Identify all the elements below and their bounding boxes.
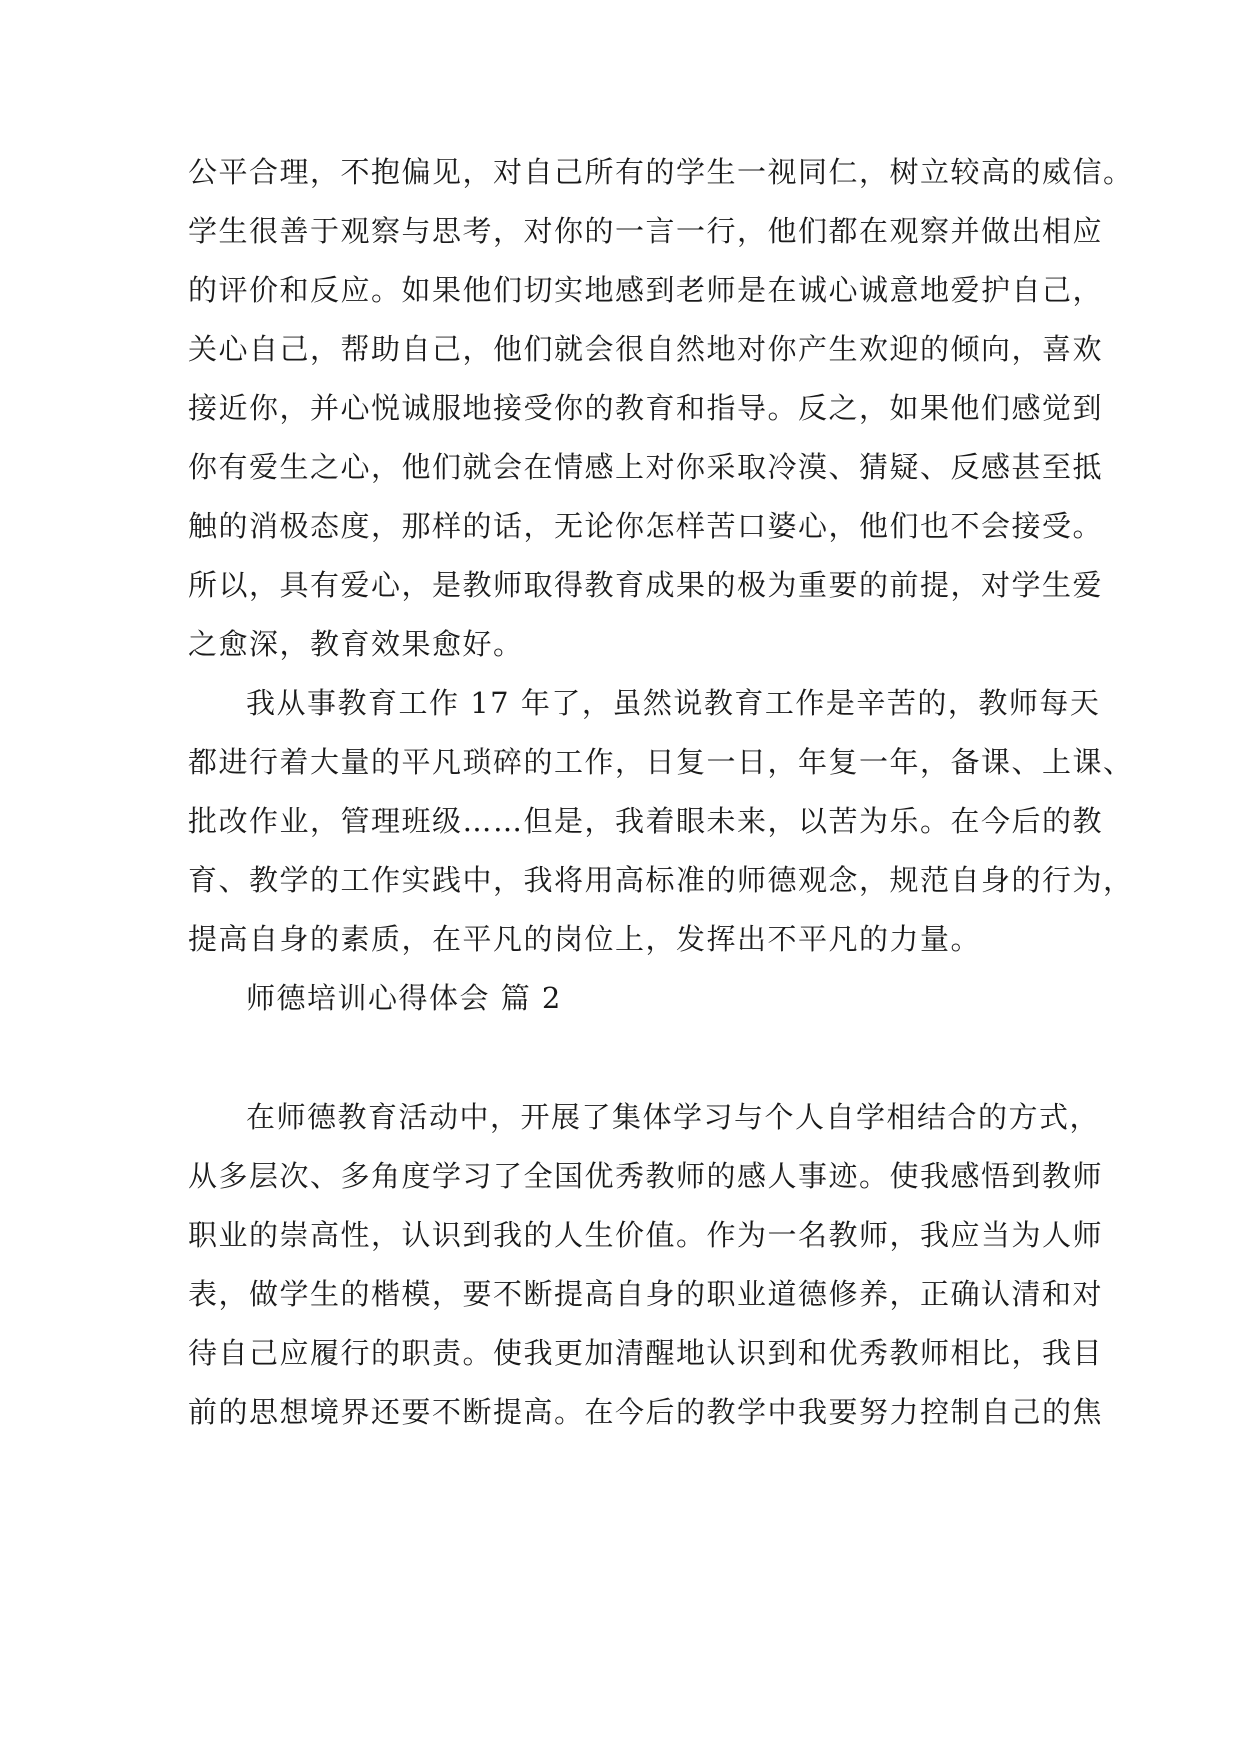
text-line: 公平合理，不抱偏见，对自己所有的学生一视同仁，树立较高的威信。	[188, 155, 1134, 189]
text-line: 职业的崇高性，认识到我的人生价值。作为一名教师，我应当为人师	[188, 1218, 1104, 1252]
text-line: 的评价和反应。如果他们切实地感到老师是在诚心诚意地爱护自己，	[188, 273, 1104, 307]
text-line: 你有爱生之心，他们就会在情感上对你采取冷漠、猜疑、反感甚至抵	[188, 450, 1104, 484]
text-line: 学生很善于观察与思考，对你的一言一行，他们都在观察并做出相应	[188, 214, 1104, 248]
paragraph-start-line: 在师德教育活动中，开展了集体学习与个人自学相结合的方式，	[246, 1100, 1101, 1134]
text-line: 育、教学的工作实践中，我将用高标准的师德观念，规范自身的行为，	[188, 863, 1134, 897]
paragraph-start-line: 我从事教育工作 17 年了，虽然说教育工作是辛苦的，教师每天	[246, 686, 1101, 720]
text-line: 接近你，并心悦诚服地接受你的教育和指导。反之，如果他们感觉到	[188, 391, 1104, 425]
section-heading: 师德培训心得体会 篇 2	[246, 981, 562, 1015]
text-line: 前的思想境界还要不断提高。在今后的教学中我要努力控制自己的焦	[188, 1395, 1104, 1429]
text-line: 表，做学生的楷模，要不断提高自身的职业道德修养，正确认清和对	[188, 1277, 1104, 1311]
text-line: 都进行着大量的平凡琐碎的工作，日复一日，年复一年，备课、上课、	[188, 745, 1134, 779]
text-line: 所以，具有爱心，是教师取得教育成果的极为重要的前提，对学生爱	[188, 568, 1104, 602]
text-line: 待自己应履行的职责。使我更加清醒地认识到和优秀教师相比，我目	[188, 1336, 1104, 1370]
text-line: 提高自身的素质，在平凡的岗位上，发挥出不平凡的力量。	[188, 922, 982, 956]
text-line: 批改作业，管理班级……但是，我着眼未来，以苦为乐。在今后的教	[188, 804, 1104, 838]
text-line: 从多层次、多角度学习了全国优秀教师的感人事迹。使我感悟到教师	[188, 1159, 1104, 1193]
text-line: 触的消极态度，那样的话，无论你怎样苦口婆心，他们也不会接受。	[188, 509, 1104, 543]
text-line: 关心自己，帮助自己，他们就会很自然地对你产生欢迎的倾向，喜欢	[188, 332, 1104, 366]
text-line: 之愈深，教育效果愈好。	[188, 627, 524, 661]
